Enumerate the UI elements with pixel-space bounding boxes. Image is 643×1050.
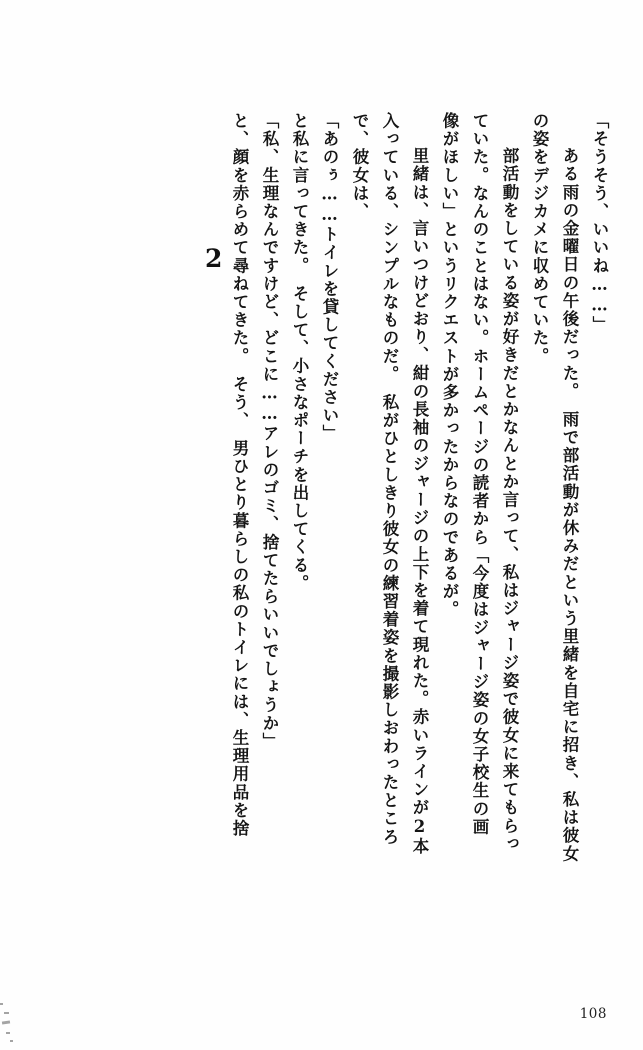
text-column: ていた。なんのことはない。ホームページの読者から「今度はジャージ姿の女子校生の画 — [470, 112, 489, 836]
scan-speckle — [10, 1040, 13, 1042]
scan-speckle — [0, 1003, 3, 1005]
text-column: 像がほしい」というリクエストが多かったからなのであるが。 — [440, 112, 459, 619]
chapter-number: 2 — [205, 244, 223, 273]
text-column: 「そうそう、いいね……」 — [590, 112, 609, 335]
text-column: 里緒は、言いつけどおり、紺の長袖のジャージの上下を着て現れた。赤いラインが2本 — [410, 129, 429, 856]
text-column: の姿をデジカメに収めていた。 — [530, 112, 549, 366]
text-column: 部活動をしている姿が好きだとかなんとか言って、私はジャージ姿で彼女に来てもらっ — [500, 129, 519, 853]
text-column: と、顔を赤らめて尋ねてきた。 そう、 男ひとり暮らしの私のトイレには、生理用品を捨 — [230, 112, 249, 838]
text-column: 「あのぅ……トイレを貸してください」 — [320, 112, 339, 443]
vertical-text-block — [60, 112, 607, 972]
scan-speckle — [2, 1020, 10, 1024]
text-column: 入っている、シンプルなものだ。 私がひとしきり彼女の練習着姿を撮影しおわったところ — [380, 112, 399, 846]
text-column: と私に言ってきた。 そして、小さなポーチを出してくる。 — [290, 112, 309, 593]
scan-speckle — [6, 1032, 10, 1034]
text-column: ある雨の金曜日の午後だった。 雨で部活動が休みだという里緒を自宅に招き、私は彼女 — [560, 129, 579, 863]
text-column: で、彼女は、 — [350, 112, 369, 221]
page-number: 108 — [579, 1006, 607, 1022]
text-column: 「私、生理なんですけど、どこに……アレのゴミ、捨てたらいいでしょうか」 — [260, 112, 279, 751]
scan-speckle — [4, 1012, 9, 1014]
